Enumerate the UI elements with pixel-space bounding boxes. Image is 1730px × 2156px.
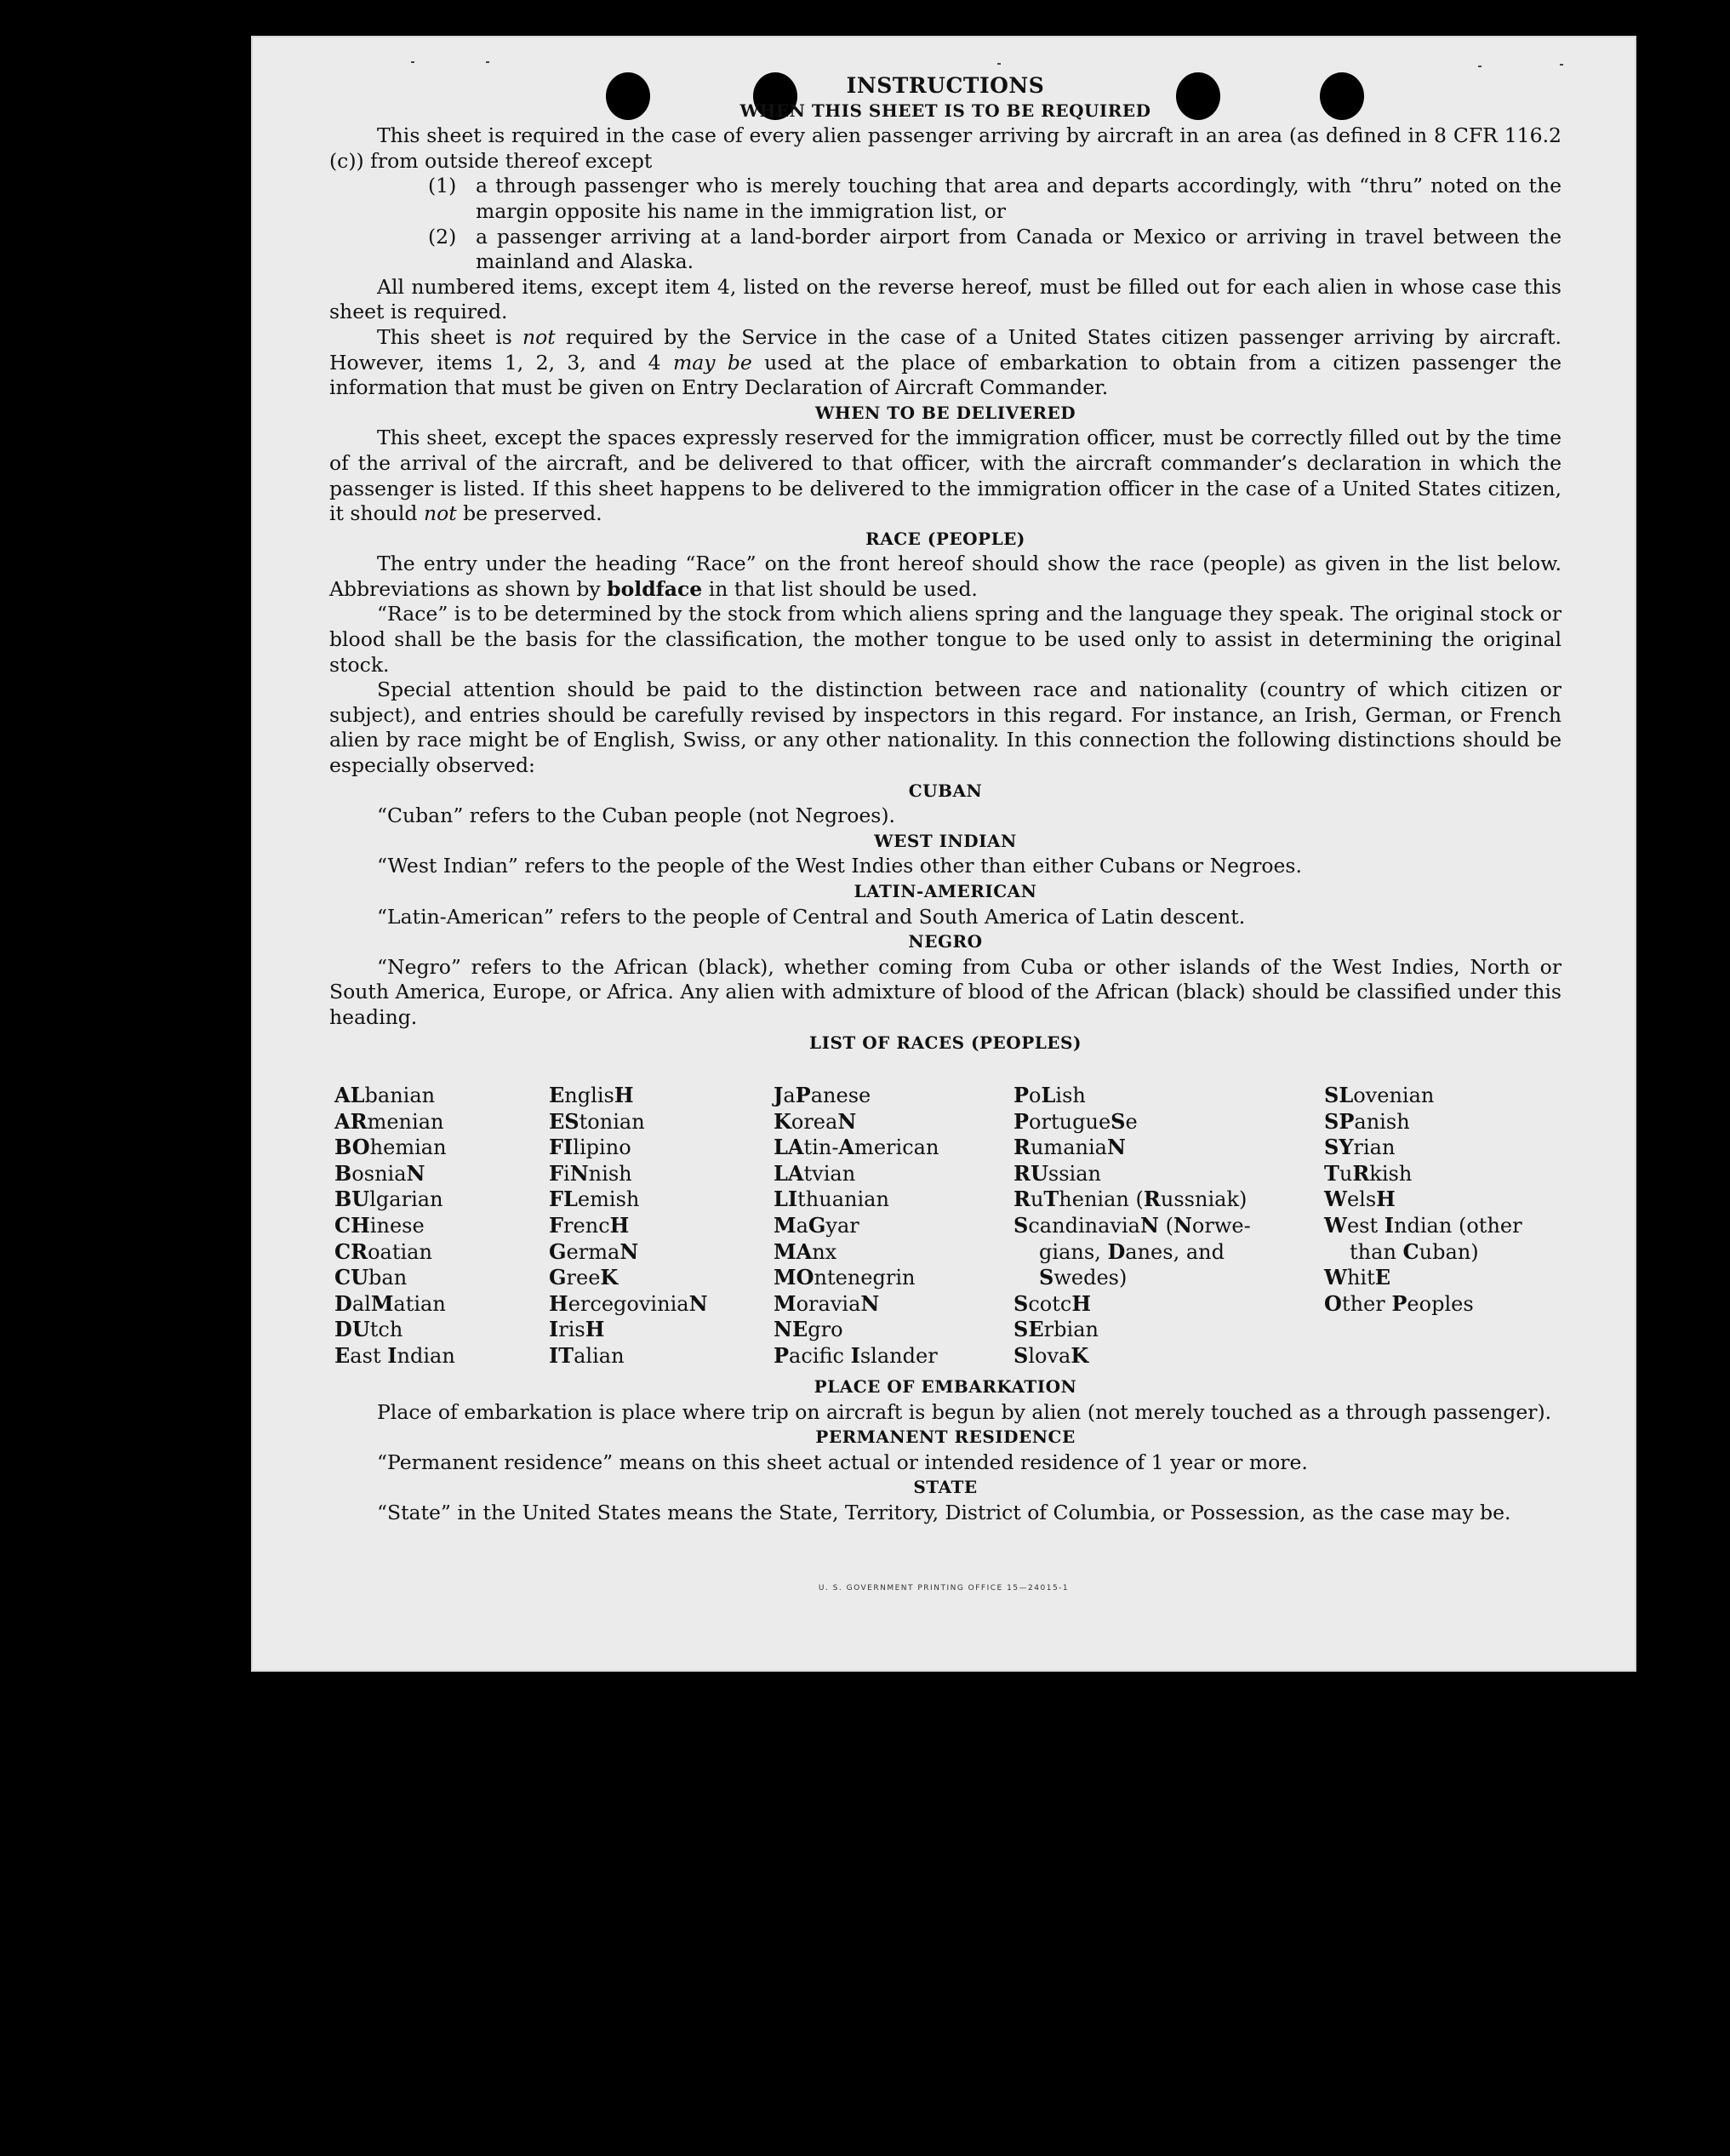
race-entry: DalMatian [334, 1290, 446, 1316]
race-entry: BosniaN [334, 1160, 425, 1186]
race-entry: FrencH [549, 1212, 630, 1238]
race-entry: LIthuanian [774, 1187, 889, 1212]
races-column [334, 1083, 455, 1370]
heading-negro: NEGRO [908, 931, 983, 952]
race-entry: LAtvian [774, 1160, 856, 1186]
race-entry: SErbian [1013, 1317, 1099, 1342]
paragraph-latin-american: “Latin-American” refers to the people of Central and South America of Latin descent. [377, 904, 1246, 929]
paragraph-residence: “Permanent residence” means on this sheet actual or intended residence of 1 year or more. [377, 1450, 1308, 1474]
exception-item: (1) a through passenger who is merely touching that area and departs accordingly, with “thru” noted on the margin opposite his name in the immigration list, or [428, 174, 1562, 223]
race-entry: Pacifc Islander [774, 1342, 938, 1368]
paragraph-west-indian: “West Indian” refers to the people of the West Indies other than either Cubans or Negroes. [377, 854, 1302, 878]
race-entry: WhitE [1324, 1265, 1391, 1290]
races-list [334, 1083, 1568, 1368]
race-entry: MaGyar [774, 1212, 859, 1238]
race-entry: KoreaN [774, 1108, 857, 1134]
race-entry: JaPanese [774, 1083, 871, 1107]
race-entry: NEgro [774, 1317, 843, 1342]
race-entry: FIlipino [549, 1135, 631, 1160]
races-column [774, 1083, 939, 1370]
race-entry: RUssian [1013, 1160, 1102, 1186]
exception-item: (2) a passenger arriving at a land-border airport from Canada or Mexico or arriving in travel between the mainland and Alaska. [428, 224, 1562, 274]
heading-required: WHEN THIS SHEET IS TO BE REQUIRED [739, 100, 1151, 121]
heading-residence: PERMANENT RESIDENCE [815, 1427, 1076, 1448]
race-entry: HercegoviniaN [549, 1290, 708, 1316]
race-entry: East Indian [334, 1342, 455, 1368]
race-entry: BOhemian [334, 1135, 447, 1160]
heading-west-indian: WEST INDIAN [874, 830, 1017, 851]
race-entry: WelsH [1324, 1187, 1396, 1212]
race-entry: gians, Danes, and [1039, 1238, 1225, 1264]
race-entry: ITalian [549, 1342, 625, 1368]
races-column [549, 1083, 708, 1370]
race-entry: CUban [334, 1265, 408, 1290]
heading-state: STATE [913, 1477, 978, 1498]
race-entry: RumaniaN [1013, 1135, 1126, 1160]
race-entry: CRoatian [334, 1238, 432, 1264]
race-entry: IrisH [549, 1317, 605, 1342]
race-entry: EStonian [549, 1108, 645, 1134]
heading-list-of-races: LIST OF RACES (PEOPLES) [809, 1032, 1082, 1053]
race-entry: ARmenian [334, 1108, 444, 1134]
race-entry: FiNnish [549, 1160, 632, 1186]
race-entry: ScotcH [1013, 1290, 1092, 1316]
race-entry: CHinese [334, 1212, 425, 1238]
race-entry: GermaN [549, 1238, 639, 1264]
race-entry: SLovenian [1324, 1083, 1435, 1107]
paragraph-state: “State” in the United States means the State, Territory, District of Columbia, or Possession, as the case may be. [377, 1500, 1511, 1524]
race-entry: FLemish [549, 1187, 640, 1212]
heading-delivered: WHEN TO BE DELIVERED [814, 402, 1076, 423]
race-entry: SPanish [1324, 1108, 1410, 1134]
document-sheet [251, 36, 1636, 1672]
race-entry: DUtch [334, 1317, 403, 1342]
paragraph-cuban: “Cuban” refers to the Cuban people (not Negroes). [377, 803, 896, 828]
paragraph-numbered-items: All numbered items, except item 4, listed on the reverse hereof, must be filled out for each alien in whose case this sheet is required. [329, 274, 1562, 324]
race-entry: TuRkish [1324, 1160, 1413, 1186]
race-entry: MoraviaN [774, 1290, 880, 1316]
race-entry: ScandinaviaN (Norwe- [1013, 1212, 1251, 1238]
paragraph-race-nationality: Special attention should be paid to the distinction between race and nationality (country of which citizen or subject), and entries should be carefully revised by inspectors in this regard. For instance, an Irish, German, or French alien by race might be of English, Swiss, or any other nationality. In this connection the following distinctions should be especially observed: [329, 678, 1562, 778]
race-entry: PortugueSe [1013, 1108, 1138, 1134]
race-entry: PoLish [1013, 1083, 1086, 1107]
race-entry: MOntenegrin [774, 1265, 916, 1290]
paragraph-required-intro: This sheet is required in the case of every alien passenger arriving by aircraft in an area (as defined in 8 CFR 116.2 (c)) from outside thereof except [329, 123, 1562, 173]
paragraph-race-stock: “Race” is to be determined by the stock from which aliens spring and the language they speak. The original stock or blood shall be the basis for the classification, the mother tongue to be used only to assist in determining the original stock. [329, 602, 1562, 677]
section-required [329, 73, 1562, 1055]
race-entry: than Cuban) [1350, 1238, 1479, 1264]
race-entry: GreeK [549, 1265, 619, 1290]
race-entry: Swedes) [1039, 1265, 1128, 1290]
paragraph-race-entry: The entry under the heading “Race” on the front hereof should show the race (people) as given in the list below. Abbreviations as shown by boldface in that list should be used. [329, 552, 1562, 601]
paragraph-delivered: This sheet, except the spaces expressly reserved for the immigration officer, must be correctly filled out by the time of the arrival of the aircraft, and be delivered to that officer, with the aircraft commander’s declaration in which the passenger is listed. If this sheet happens to be delivered to the immigration officer in the case of a United States citizen, it should not be preserved. [329, 426, 1562, 526]
race-entry: MAnx [774, 1238, 837, 1264]
race-entry: RuThenian (Russniak) [1013, 1187, 1248, 1212]
paragraph-embarkation: Place of embarkation is place where trip on aircraft is begun by alien (not merely touched as a through passenger). [377, 1399, 1552, 1424]
race-entry: SYrian [1324, 1135, 1396, 1160]
heading-cuban: CUBAN [908, 780, 983, 801]
race-entry: West Indian (other [1324, 1212, 1522, 1238]
page-title: INSTRUCTIONS [846, 73, 1045, 98]
printer-imprint: U. S. GOVERNMENT PRINTING OFFICE 15—24015-1 [818, 1584, 1070, 1593]
paragraph-citizen: This sheet is not required by the Service in the case of a United States citizen passenger arriving by aircraft. However, items 1, 2, 3, and 4 may be used at the place of embarkation to obtain from a citizen passenger the information that must be given on Entry Declaration of Aircraft Commander. [329, 324, 1562, 400]
race-entry: SlovaK [1013, 1342, 1089, 1368]
race-entry: LAtin-American [774, 1135, 939, 1160]
race-entry: BUlgarian [334, 1187, 443, 1212]
race-entry: Other Peoples [1324, 1290, 1474, 1316]
section-definitions [329, 1375, 1562, 1526]
heading-latin-american: LATIN-AMERICAN [854, 881, 1037, 901]
race-entry: EnglisH [549, 1083, 634, 1107]
races-column [1324, 1083, 1522, 1317]
heading-race: RACE (PEOPLE) [865, 528, 1025, 549]
heading-embarkation: PLACE OF EMBARKATION [814, 1376, 1077, 1397]
race-entry: ALbanian [334, 1083, 436, 1107]
paragraph-negro: “Negro” refers to the African (black), whether coming from Cuba or other islands of the West Indies, North or South America, Europe, or Africa. Any alien with admixture of blood of the African (black) should be classified under this heading. [329, 954, 1562, 1029]
races-column [1013, 1083, 1251, 1370]
